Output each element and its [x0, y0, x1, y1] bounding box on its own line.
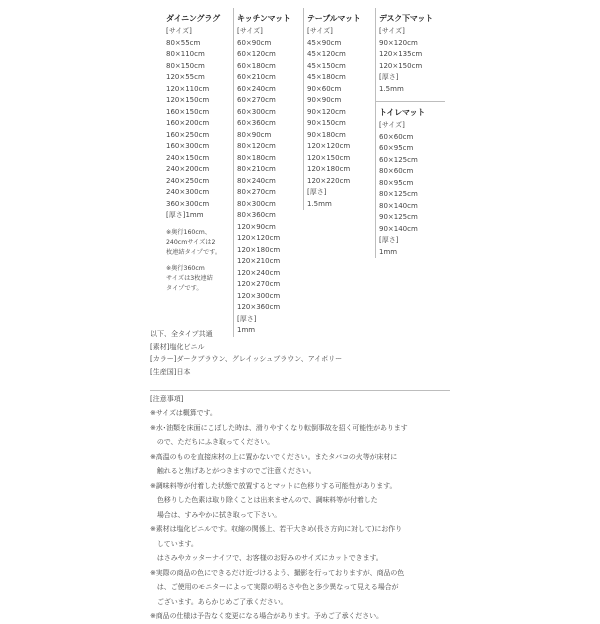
size-line: 360×300cm	[166, 199, 210, 208]
size-line: 120×180cm	[237, 245, 281, 254]
note-line: 240cmサイズは2	[166, 238, 216, 246]
size-line: 60×240cm	[237, 84, 276, 93]
size-line: 45×180cm	[307, 73, 346, 81]
size-line: 80×90cm	[237, 130, 272, 139]
desk-mat-sizes	[379, 26, 445, 95]
size-line: 60×180cm	[237, 61, 276, 70]
size-line: 240×200cm	[166, 165, 210, 173]
caution-line: ※実際の商品の色にできるだけ近づけるよう、撮影を行っておりますが、商品の色	[150, 568, 405, 577]
size-line: 60×90cm	[237, 38, 272, 47]
size-line: 120×120cm	[237, 234, 281, 242]
size-line: 80×125cm	[379, 190, 418, 198]
size-line: 1mm	[379, 247, 398, 256]
size-line: [サイズ]	[237, 27, 263, 35]
size-line: [サイズ]	[379, 27, 405, 35]
size-line: 60×120cm	[237, 50, 276, 58]
common-specs	[150, 328, 342, 378]
size-line: 1.5mm	[379, 84, 404, 93]
size-line: 120×270cm	[237, 280, 281, 288]
dining-rug-sizes	[166, 26, 232, 222]
caution-line: ※高温のものを直接床材の上に置かないでください。またタバコの火等が床材に	[150, 452, 398, 461]
dining-rug-note-1	[166, 228, 232, 258]
size-line: 45×120cm	[307, 50, 346, 58]
kitchen-mat-sizes	[237, 26, 303, 337]
toilet-mat-sizes	[379, 120, 445, 258]
size-line: 120×210cm	[237, 257, 281, 265]
note-line: タイプです。	[166, 284, 203, 292]
size-line: 240×250cm	[166, 176, 210, 185]
size-line: 120×300cm	[237, 291, 281, 300]
size-line: 120×150cm	[379, 61, 423, 70]
size-line: 160×150cm	[166, 107, 210, 116]
size-line: 80×150cm	[166, 61, 205, 70]
size-line: [サイズ]	[379, 121, 405, 129]
caution-line: ※調味料等が付着した状態で放置するとマットに色移りする可能性があります。	[150, 481, 397, 490]
caution-line: は、ご使用のモニターによって実際の明るさや色と多少異なって見える場合が	[150, 583, 399, 591]
kitchen-mat-heading: キッチンマット	[237, 14, 291, 23]
size-line: 60×60cm	[379, 132, 414, 141]
size-line: 45×90cm	[307, 38, 342, 47]
caution-line: しています。	[150, 539, 198, 548]
size-line: 90×140cm	[379, 224, 418, 233]
size-line: 120×110cm	[166, 84, 210, 93]
spec-line: 以下、全タイプ共通	[150, 330, 213, 338]
size-line: 120×150cm	[307, 153, 351, 162]
size-line: [厚さ]	[237, 314, 257, 323]
size-line: 80×60cm	[379, 167, 414, 175]
size-line: [サイズ]	[166, 27, 192, 35]
size-line: 160×300cm	[166, 142, 210, 150]
size-line: 120×180cm	[307, 165, 351, 173]
caution-line: ので、ただちにふき取ってください。	[150, 438, 275, 446]
size-line: 80×270cm	[237, 188, 276, 196]
size-line: 80×55cm	[166, 38, 201, 47]
size-line: 80×210cm	[237, 165, 276, 173]
size-line: 80×140cm	[379, 201, 418, 210]
size-line: [厚さ]	[379, 236, 399, 244]
table-mat-heading: テーブルマット	[307, 14, 361, 23]
size-line: 80×120cm	[237, 142, 276, 150]
size-line: 160×250cm	[166, 130, 210, 139]
size-line: 45×150cm	[307, 61, 346, 70]
caution-line: ※水･油類を床面にこぼした時は、滑りやすくなり転倒事故を招く可能性があります	[150, 423, 408, 432]
size-line: 240×150cm	[166, 153, 210, 162]
size-line: 120×150cm	[166, 96, 210, 104]
size-line: 90×60cm	[307, 84, 342, 93]
caution-line: はさみやカッターナイフで、お客様のお好みのサイズにカットできます。	[150, 554, 383, 562]
size-line: 80×300cm	[237, 199, 276, 208]
caution-line: 場合は、すみやかに拭き取って下さい。	[150, 510, 282, 519]
caution-line: ※素材は塩化ビニルです。収縮の関係上、若干大きめ(長さ方向に対して)にお作り	[150, 525, 402, 533]
note-line: サイズは3枚連結	[166, 274, 213, 282]
size-line: 60×300cm	[237, 107, 276, 116]
caution-divider	[150, 390, 450, 391]
size-line: 90×150cm	[307, 119, 346, 127]
dining-rug-note-2	[166, 264, 232, 294]
caution-line: 触れると焦げあとがつきますのでご注意ください。	[150, 467, 316, 475]
size-line: 90×180cm	[307, 130, 346, 139]
size-line: 1.5mm	[307, 199, 332, 208]
table-mat-sizes	[307, 26, 373, 210]
section-divider	[376, 101, 445, 102]
size-line: 80×95cm	[379, 178, 414, 187]
size-line: 80×180cm	[237, 153, 276, 162]
caution-line: ※サイズは概算です。	[150, 409, 217, 417]
size-line: 90×120cm	[307, 107, 346, 116]
dining-rug-column	[163, 8, 232, 294]
caution-title: [注意事項]	[150, 395, 184, 403]
size-line: 90×125cm	[379, 213, 418, 221]
size-line: 60×210cm	[237, 73, 276, 81]
size-line: 160×200cm	[166, 119, 210, 127]
size-line: 80×240cm	[237, 176, 276, 185]
size-line: [サイズ]	[307, 27, 333, 35]
dining-rug-heading: ダイニングラグ	[166, 14, 220, 23]
note-line: 枚連結タイプです。	[166, 248, 222, 256]
size-line: [厚さ]	[307, 188, 327, 196]
size-line: 120×220cm	[307, 176, 351, 185]
size-line: 120×120cm	[307, 142, 351, 150]
size-line: 80×110cm	[166, 50, 205, 58]
kitchen-mat-column	[233, 8, 303, 337]
spec-line: [カラー]ダークブラウン、グレイッシュブラウン、アイボリー	[150, 355, 343, 363]
size-line: 120×360cm	[237, 303, 281, 311]
spec-line: [素材]塩化ビニル	[150, 342, 205, 351]
size-line: 240×300cm	[166, 188, 210, 196]
size-line: 60×270cm	[237, 96, 276, 104]
size-line: [厚さ]	[379, 73, 399, 81]
size-line: 120×240cm	[237, 268, 281, 277]
size-line: 120×55cm	[166, 73, 205, 81]
caution-lines	[150, 406, 408, 624]
table-mat-column	[303, 8, 373, 210]
desk-mat-heading: デスク下マット	[379, 14, 433, 23]
note-line: ※奥行160cm、	[166, 228, 211, 236]
caution-line: 色移りした色素は取り除くことは出来ませんので、調味料等が付着した	[150, 496, 378, 504]
desk-toilet-column	[375, 8, 445, 258]
size-line: 120×90cm	[237, 222, 276, 231]
size-line: 90×120cm	[379, 38, 418, 47]
size-line: 80×360cm	[237, 211, 276, 219]
spec-line: [生産国]日本	[150, 367, 191, 376]
toilet-mat-heading: トイレマット	[379, 108, 426, 117]
size-line: 90×90cm	[307, 96, 342, 104]
size-line: 120×135cm	[379, 50, 423, 58]
caution-line: ※商品の仕様は予告なく変更になる場合があります。予めご了承ください。	[150, 612, 383, 620]
size-line: 1mm	[237, 326, 256, 334]
caution-section	[150, 392, 408, 624]
size-line: 60×95cm	[379, 144, 414, 152]
size-line: [厚さ]1mm	[166, 211, 204, 219]
size-line: 60×360cm	[237, 119, 276, 127]
note-line: ※奥行360cm	[166, 264, 205, 272]
size-line: 60×125cm	[379, 155, 418, 164]
caution-line: ございます。あらかじめご了承ください。	[150, 597, 288, 606]
